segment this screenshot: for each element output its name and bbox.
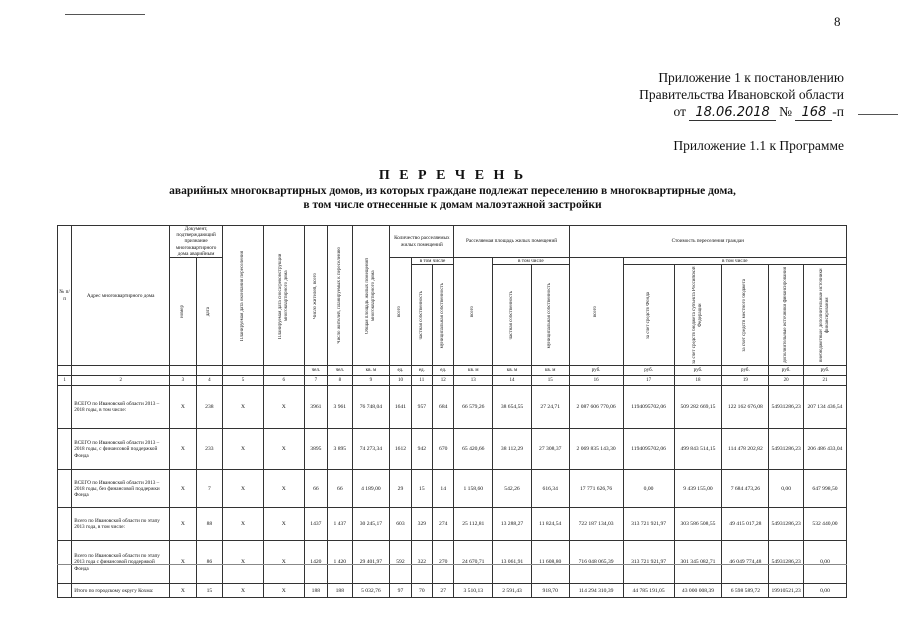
table-cell: 27 308,37 <box>531 429 569 470</box>
h-cost-incl: в том числе <box>623 258 846 265</box>
table-cell: X <box>170 470 197 508</box>
unit-cell: руб. <box>623 366 674 376</box>
table-cell: 4 189,00 <box>352 470 390 508</box>
column-number: 11 <box>411 376 432 386</box>
table-cell: X <box>263 508 304 541</box>
table-cell: 27 24,71 <box>531 386 569 429</box>
table-row <box>58 470 847 508</box>
table-cell: 27 <box>433 584 454 598</box>
table-cell: 188 <box>304 584 327 598</box>
h-planned-date: Планируемая дата окончания переселения <box>223 226 264 366</box>
table-cell: 499 843 514,15 <box>674 429 722 470</box>
housing-table <box>57 225 847 598</box>
h-area-incl: в том числе <box>493 258 569 265</box>
unit-cell: кв. м <box>493 366 532 376</box>
table-cell: 684 <box>433 386 454 429</box>
column-number: 1 <box>58 376 72 386</box>
table-cell: 54931286,23 <box>769 541 804 584</box>
table-cell: 76 748,04 <box>352 386 390 429</box>
table-cell: 313 721 921,97 <box>623 508 674 541</box>
table-cell: 0,00 <box>803 584 846 598</box>
h-demolition-date: Планируемая дата сноса/реконструкции многоквартирного дома <box>263 226 304 366</box>
table-cell: 54931286,23 <box>769 429 804 470</box>
table-cell: 97 <box>390 584 411 598</box>
table-cell: X <box>170 386 197 429</box>
table-cell: 29 <box>390 470 411 508</box>
unit-cell: ед. <box>433 366 454 376</box>
top-rule <box>65 14 145 15</box>
table-cell: X <box>263 584 304 598</box>
table-cell: 54931286,23 <box>769 508 804 541</box>
table-cell: 592 <box>390 541 411 584</box>
unit-cell: кв. м <box>531 366 569 376</box>
column-number: 18 <box>674 376 722 386</box>
table-cell: 2 069 835 143,30 <box>569 429 623 470</box>
row-index-cell <box>58 470 72 508</box>
table-cell: X <box>170 429 197 470</box>
unit-cell: чел. <box>304 366 327 376</box>
table-cell: 17 771 626,76 <box>569 470 623 508</box>
table-cell: X <box>223 584 264 598</box>
table-cell: 114 294 310,39 <box>569 584 623 598</box>
appendix-line-1: Приложение 1 к постановлению <box>658 70 844 85</box>
h-cost-additional: дополнительные источники финансирования <box>769 265 804 366</box>
column-numbers-row <box>58 376 847 386</box>
program-appendix: Приложение 1.1 к Программе <box>673 138 844 153</box>
table-cell: 0,00 <box>803 541 846 584</box>
table-cell: 15 <box>411 470 432 508</box>
table-cell: 329 <box>411 508 432 541</box>
unit-cell: кв. м <box>454 366 493 376</box>
table-cell: 15 <box>196 584 223 598</box>
column-number: 13 <box>454 376 493 386</box>
table-cell: 38 654,55 <box>493 386 532 429</box>
table-cell: 1641 <box>390 386 411 429</box>
row-label: ВСЕГО по Ивановской области 2013 – 2018 годы, с финансовой поддержкой Фонда <box>72 429 170 470</box>
column-number: 5 <box>223 376 264 386</box>
table-cell: 3 961 <box>328 386 352 429</box>
table-cell: 29 401,97 <box>352 541 390 584</box>
h-residents: Число жителей, всего <box>304 226 327 366</box>
table-cell: 233 <box>196 429 223 470</box>
row-index-cell <box>58 584 72 598</box>
table-cell: 25 112,81 <box>454 508 493 541</box>
table-cell: 303 586 508,55 <box>674 508 722 541</box>
table-cell: 5 032,76 <box>352 584 390 598</box>
table-cell: 616,34 <box>531 470 569 508</box>
column-number: 16 <box>569 376 623 386</box>
table-cell: 7 684 473,26 <box>722 470 769 508</box>
h-doc-number: номер <box>170 258 197 366</box>
table-cell: 2 591,43 <box>493 584 532 598</box>
h-cost-extra: внебюджетные/ дополнительные источники финансирования <box>803 265 846 366</box>
table-cell: 49 415 017,28 <box>722 508 769 541</box>
table-cell: 207 134 436,54 <box>803 386 846 429</box>
table-cell: 30 245,17 <box>352 508 390 541</box>
subtitle-line-2: в том числе отнесенные к домам малоэтажной застройки <box>303 199 602 211</box>
table-cell: X <box>263 541 304 584</box>
h-area-total: всего <box>454 258 493 366</box>
column-number: 12 <box>433 376 454 386</box>
table-cell: 313 721 921,97 <box>623 541 674 584</box>
table-cell: 274 <box>433 508 454 541</box>
table-row <box>58 429 847 470</box>
table-cell: 270 <box>433 541 454 584</box>
column-number: 8 <box>328 376 352 386</box>
h-document: Документ, подтверждающий признание многоквартирного дома аварийным <box>170 226 223 258</box>
table-cell: X <box>170 584 197 598</box>
column-number: 14 <box>493 376 532 386</box>
table-cell: X <box>223 508 264 541</box>
table-cell: 509 282 669,15 <box>674 386 722 429</box>
table-cell: 206 486 433,04 <box>803 429 846 470</box>
table-cell: 3961 <box>304 386 327 429</box>
column-number: 19 <box>722 376 769 386</box>
h-cost-local: за счет средств местного бюджета <box>722 265 769 366</box>
table-cell: 11 824,54 <box>531 508 569 541</box>
h-cost-fund: за счет средств Фонда <box>623 265 674 366</box>
column-number: 20 <box>769 376 804 386</box>
table-row <box>58 584 847 598</box>
table-cell: 3 895 <box>328 429 352 470</box>
table-cell: 301 345 082,71 <box>674 541 722 584</box>
row-index-cell <box>58 541 72 584</box>
table-cell: 1 437 <box>328 508 352 541</box>
table-cell: 716 048 065,39 <box>569 541 623 584</box>
right-rule <box>858 114 898 115</box>
column-number: 6 <box>263 376 304 386</box>
table-cell: 1612 <box>390 429 411 470</box>
h-count-incl: в том числе <box>411 258 454 265</box>
h-area-rooms: Расселяемая площадь жилых помещений <box>454 226 569 258</box>
table-cell: 13 061,91 <box>493 541 532 584</box>
table-cell: 122 162 676,08 <box>722 386 769 429</box>
table-cell: 74 273,34 <box>352 429 390 470</box>
table-cell: 114 478 202,82 <box>722 429 769 470</box>
h-count-total: всего <box>390 258 411 366</box>
column-number: 10 <box>390 376 411 386</box>
h-cost-region: за счет средств бюджета субъекта Российской Федерации <box>674 265 722 366</box>
table-cell: 66 <box>328 470 352 508</box>
table-cell: 322 <box>411 541 432 584</box>
table-cell: 3 510,13 <box>454 584 493 598</box>
table-row <box>58 508 847 541</box>
number-suffix: -п <box>832 104 844 119</box>
column-number: 9 <box>352 376 390 386</box>
h-residents-to-move: Число жителей, планируемых к переселению <box>328 226 352 366</box>
h-cost: Стоимость переселения граждан <box>569 226 846 258</box>
column-number: 3 <box>170 376 197 386</box>
h-total-area: Общая площадь жилых помещений многоквартирного дома <box>352 226 390 366</box>
header-row-1 <box>58 226 847 258</box>
table-cell: 918,70 <box>531 584 569 598</box>
column-number: 21 <box>803 376 846 386</box>
h-area-municipal: муниципальная собственность <box>531 265 569 366</box>
table-cell: 13 288,27 <box>493 508 532 541</box>
table-cell: X <box>223 386 264 429</box>
table-cell: 0,00 <box>769 470 804 508</box>
table-cell: 603 <box>390 508 411 541</box>
table-cell: 19910521,23 <box>769 584 804 598</box>
header-row-2 <box>58 258 847 265</box>
appendix-date-line <box>674 104 845 120</box>
table-cell: 238 <box>196 386 223 429</box>
page-number: 8 <box>834 14 841 29</box>
table-cell: 1437 <box>304 508 327 541</box>
table-cell: X <box>223 429 264 470</box>
column-number: 17 <box>623 376 674 386</box>
column-number: 4 <box>196 376 223 386</box>
table-cell: 532 440,00 <box>803 508 846 541</box>
table-cell: 542,26 <box>493 470 532 508</box>
column-number: 15 <box>531 376 569 386</box>
table-cell: 3895 <box>304 429 327 470</box>
table-cell: 43 000 008,39 <box>674 584 722 598</box>
table-cell: 7 <box>196 470 223 508</box>
table-cell: 70 <box>411 584 432 598</box>
column-number: 2 <box>72 376 170 386</box>
unit-cell: чел. <box>328 366 352 376</box>
table-cell: 44 785 191,05 <box>623 584 674 598</box>
unit-cell: руб. <box>569 366 623 376</box>
table-cell: 86 <box>196 541 223 584</box>
table-cell: 1420 <box>304 541 327 584</box>
table-cell: 38 112,29 <box>493 429 532 470</box>
table-row <box>58 541 847 584</box>
table-cell: 957 <box>411 386 432 429</box>
table-cell: 1194095702,06 <box>623 429 674 470</box>
unit-cell: ед. <box>411 366 432 376</box>
table-cell: 6 598 589,72 <box>722 584 769 598</box>
table-row <box>58 386 847 429</box>
table-cell: 1 420 <box>328 541 352 584</box>
h-count-municipal: муниципальная собственность <box>433 265 454 366</box>
h-count-rooms: Количество расселяемых жилых помещений <box>390 226 454 258</box>
units-row <box>58 366 847 376</box>
h-area-private: частная собственность <box>493 265 532 366</box>
table-cell: 65 420,66 <box>454 429 493 470</box>
row-label: ВСЕГО по Ивановской области 2013 – 2018 годы, без финансовой поддержки Фонда <box>72 470 170 508</box>
table-cell: 647 998,50 <box>803 470 846 508</box>
row-index-cell <box>58 386 72 429</box>
number-value: 168 <box>795 105 832 121</box>
h-address: Адрес многоквартирного дома <box>72 226 170 366</box>
h-count-private: частная собственность <box>411 265 432 366</box>
table-cell: 188 <box>328 584 352 598</box>
column-number: 7 <box>304 376 327 386</box>
table-cell: 1194095702,06 <box>623 386 674 429</box>
table-cell: 722 187 134,03 <box>569 508 623 541</box>
table-cell: 1 158,60 <box>454 470 493 508</box>
row-label: Всего по Ивановской области по этапу 2013 года с финансовой поддержкой Фонда <box>72 541 170 584</box>
table-cell: X <box>223 470 264 508</box>
table-cell: 670 <box>433 429 454 470</box>
unit-cell: кв. м <box>352 366 390 376</box>
table-cell: 2 087 606 770,06 <box>569 386 623 429</box>
table-cell: 14 <box>433 470 454 508</box>
row-label: Итого по городскому округу Кохма: <box>72 584 170 598</box>
table-cell: X <box>263 386 304 429</box>
date-value: 18.06.2018 <box>689 105 775 121</box>
table-cell: 24 670,71 <box>454 541 493 584</box>
table-cell: 66 579,26 <box>454 386 493 429</box>
date-prefix: от <box>673 104 686 119</box>
table-cell: 942 <box>411 429 432 470</box>
h-cost-total: всего <box>569 258 623 366</box>
table-cell: 11 608,80 <box>531 541 569 584</box>
row-label: Всего по Ивановской области по этапу 2013 года, в том числе: <box>72 508 170 541</box>
table-cell: 66 <box>304 470 327 508</box>
row-index-cell <box>58 508 72 541</box>
unit-cell: руб. <box>803 366 846 376</box>
table-cell: X <box>263 429 304 470</box>
table-cell: 46 049 774,48 <box>722 541 769 584</box>
h-num: № п/п <box>58 226 72 366</box>
table-cell: X <box>263 470 304 508</box>
table-cell: 0,00 <box>623 470 674 508</box>
document-title: П Е Р Е Ч Е Н Ь <box>378 168 527 183</box>
table-cell: X <box>170 508 197 541</box>
table-cell: X <box>170 541 197 584</box>
appendix-line-2: Правительства Ивановской области <box>639 87 844 102</box>
number-sign: № <box>779 104 793 119</box>
table-cell: 54931286,23 <box>769 386 804 429</box>
bottom-rule <box>57 564 847 565</box>
unit-cell: руб. <box>769 366 804 376</box>
row-label: ВСЕГО по Ивановской области 2013 – 2018 годы, в том числе: <box>72 386 170 429</box>
table-cell: X <box>223 541 264 584</box>
subtitle-line-1: аварийных многоквартирных домов, из которых граждане подлежат переселению в многоквартирные дома, <box>169 185 736 197</box>
h-doc-date: дата <box>196 258 223 366</box>
unit-cell: руб. <box>674 366 722 376</box>
row-index-cell <box>58 429 72 470</box>
unit-cell: ед. <box>390 366 411 376</box>
unit-cell: руб. <box>722 366 769 376</box>
table-cell: 88 <box>196 508 223 541</box>
table-cell: 9 439 155,00 <box>674 470 722 508</box>
